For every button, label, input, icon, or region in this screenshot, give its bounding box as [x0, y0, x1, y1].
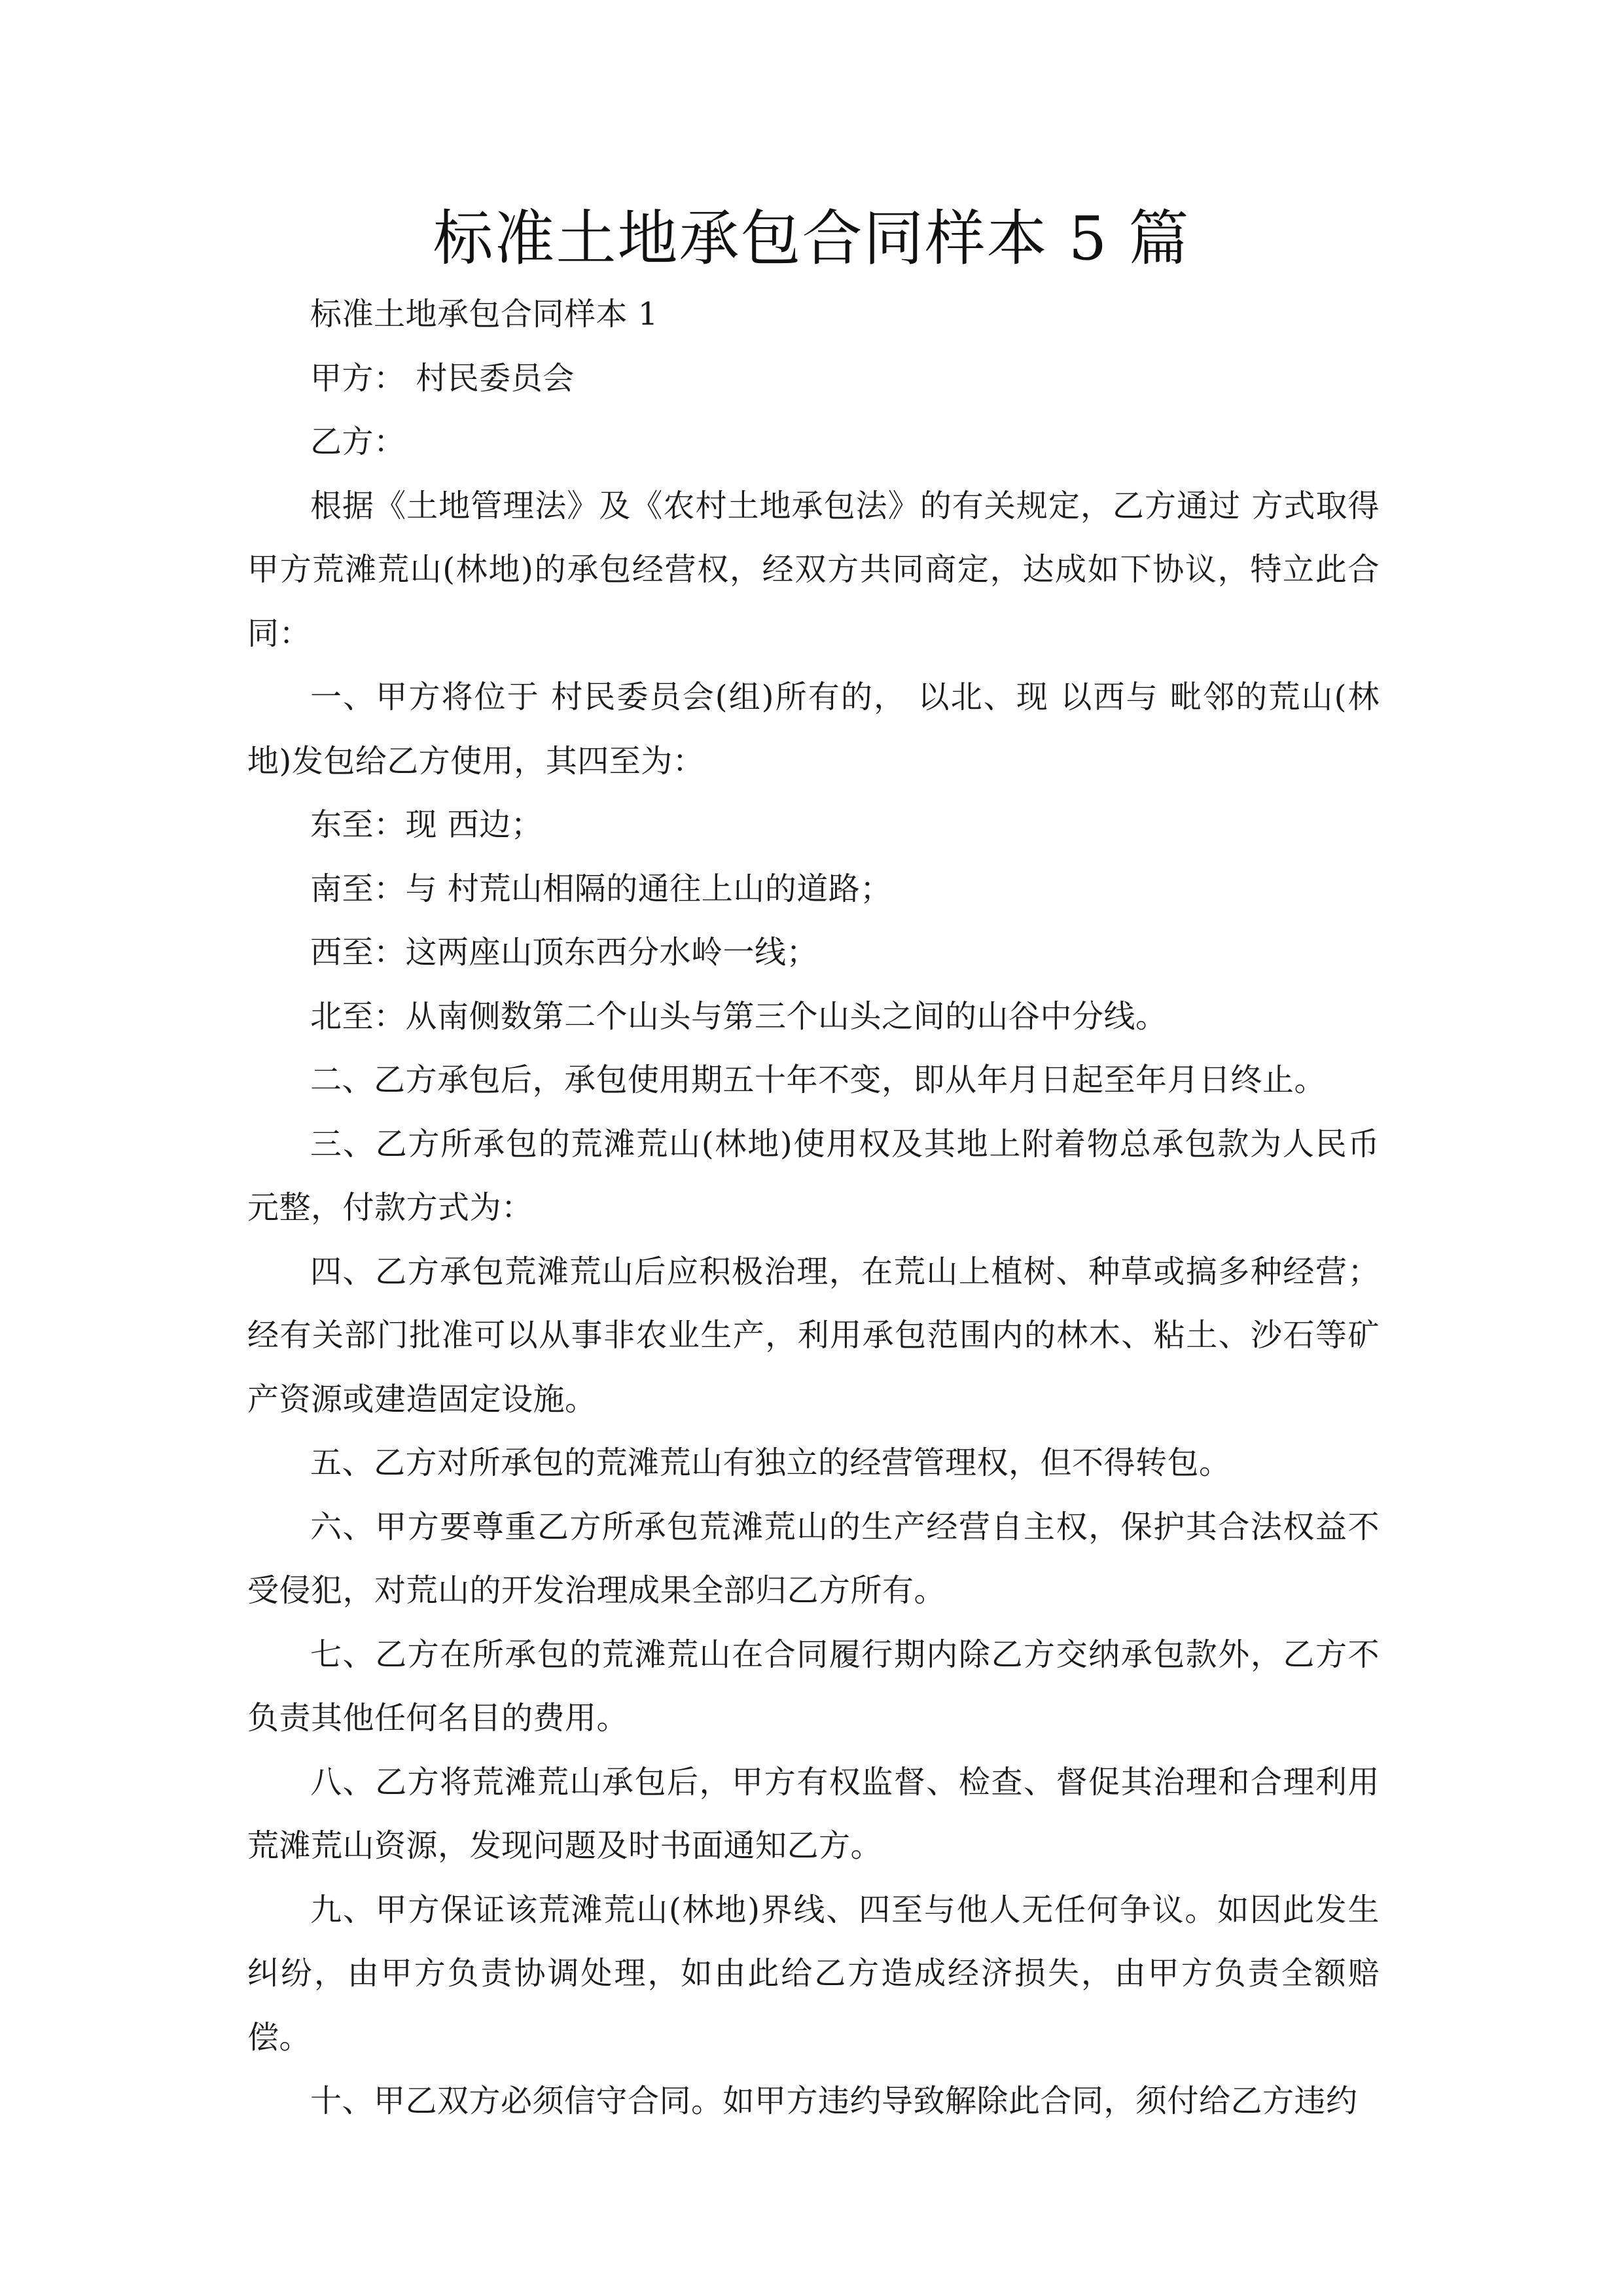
clause-2: 二、乙方承包后，承包使用期五十年不变，即从年月日起至年月日终止。: [310, 1062, 1327, 1098]
boundary-south: 南至：与 村荒山相隔的通往上山的道路；: [310, 870, 892, 907]
clause-1: 一、甲方将位于 村民委员会(组)所有的， 以北、现 以西与 毗邻的荒山(林地)发包给乙方使用，其四至为：: [247, 679, 1380, 780]
document-title: 标准土地承包合同样本 5 篇: [433, 204, 1190, 274]
document-body: [247, 283, 1380, 2134]
clause-5: 五、乙方对所承包的荒滩荒山有独立的经营管理权，但不得转包。: [310, 1444, 1231, 1481]
clause-7: 七、乙方在所承包的荒滩荒山在合同履行期内除乙方交纳承包款外，乙方不负责其他任何名目的费用。: [247, 1636, 1380, 1736]
boundary-north: 北至：从南侧数第二个山头与第三个山头之间的山谷中分线。: [310, 997, 1168, 1035]
party-a-line: 甲方： 村民委员会: [310, 359, 575, 397]
boundary-east: 东至：现 西边；: [310, 806, 543, 843]
clause-3: 三、乙方所承包的荒滩荒山(林地)使用权及其地上附着物总承包款为人民币元整，付款方式为：: [247, 1125, 1380, 1226]
section-heading: 标准土地承包合同样本 1: [310, 296, 658, 332]
clause-4: 四、乙方承包荒滩荒山后应积极治理，在荒山上植树、种草或搞多种经营；经有关部门批准可以从事非农业生产，利用承包范围内的林木、粘土、沙石等矿产资源或建造固定设施。: [247, 1253, 1380, 1418]
clause-9: 九、甲方保证该荒滩荒山(林地)界线、四至与他人无任何争议。如因此发生纠纷，由甲方负责协调处理，如由此给乙方造成经济损失，由甲方负责全额赔偿。: [247, 1891, 1380, 2056]
clause-8: 八、乙方将荒滩荒山承包后，甲方有权监督、检查、督促其治理和合理利用荒滩荒山资源，发现问题及时书面通知乙方。: [247, 1763, 1380, 1864]
boundary-west: 西至：这两座山顶东西分水岭一线；: [310, 934, 819, 971]
clause-10: 十、甲乙双方必须信守合同。如甲方违约导致解除此合同，须付给乙方违约: [310, 2083, 1358, 2119]
party-b-line: 乙方：: [310, 423, 406, 460]
preamble-paragraph: 根据《土地管理法》及《农村土地承包法》的有关规定，乙方通过 方式取得甲方荒滩荒山(林地)的承包经营权，经双方共同商定，达成如下协议，特立此合同：: [247, 487, 1380, 652]
clause-6: 六、甲方要尊重乙方所承包荒滩荒山的生产经营自主权，保护其合法权益不受侵犯，对荒山的开发治理成果全部归乙方所有。: [247, 1508, 1380, 1609]
